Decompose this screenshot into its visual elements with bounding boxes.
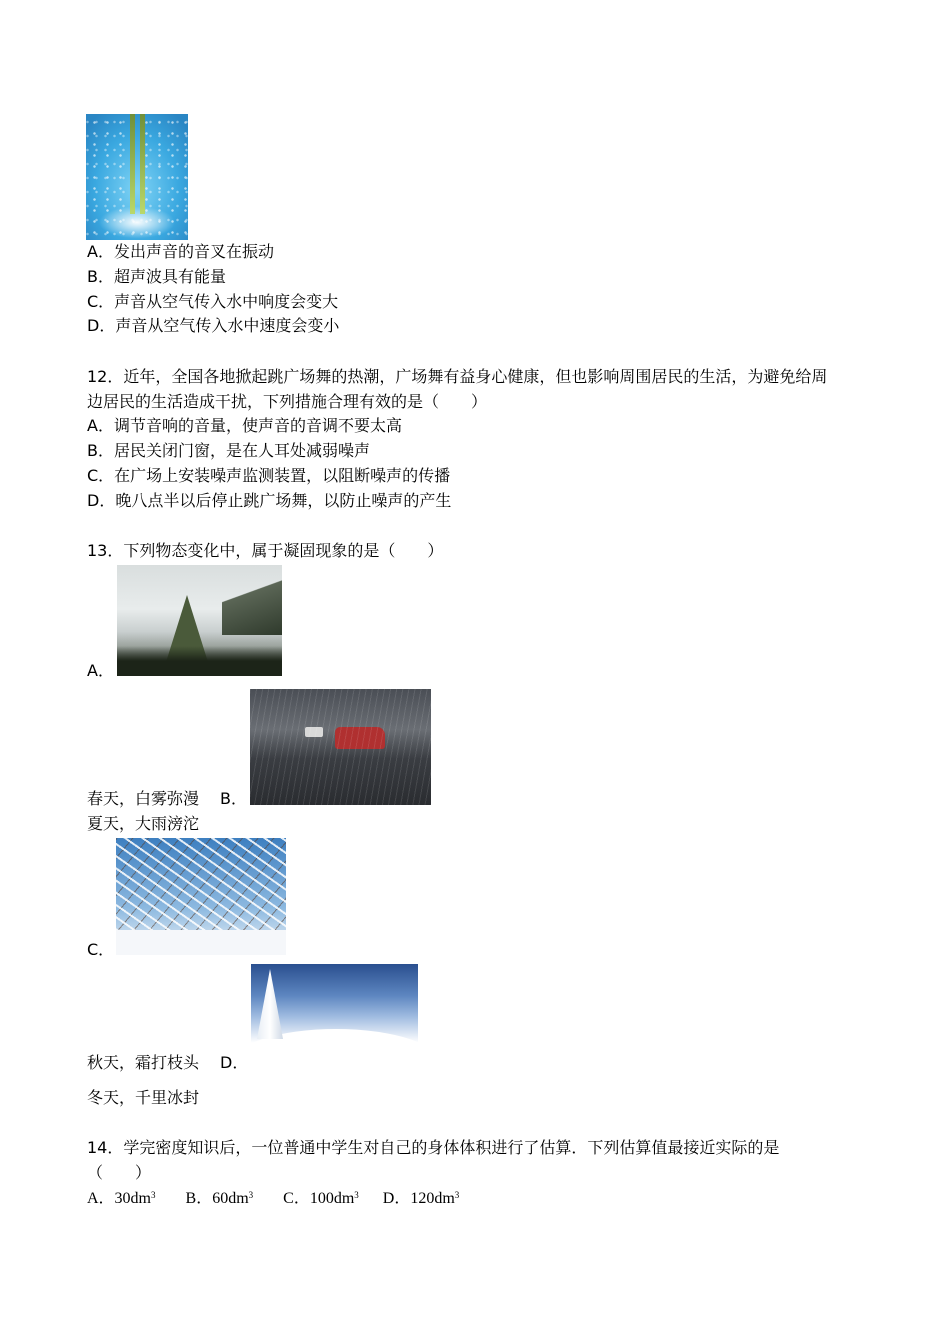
- q12-stem-line1: 12．近年，全国各地掀起跳广场舞的热潮，广场舞有益身心健康，但也影响周围居民的生活，为避免给周: [87, 367, 828, 386]
- q14-option-b: B．$60dm^3$: [185, 1190, 254, 1207]
- q11-option-c: C．声音从空气传入水中响度会变大: [87, 292, 339, 311]
- q12-stem-line2: 边居民的生活造成干扰，下列措施合理有效的是（ ）: [87, 392, 488, 411]
- q12-option-d: D．晚八点半以后停止跳广场舞，以防止噪声的产生: [87, 491, 452, 510]
- heavy-rain-road-image: [250, 689, 431, 805]
- q11-option-b: B．超声波具有能量: [87, 267, 226, 286]
- q14-stem-line2: （ ）: [87, 1163, 152, 1182]
- q14-option-d: D．$120dm^3$: [382, 1190, 460, 1207]
- q11-option-d: D．声音从空气传入水中速度会变小: [87, 316, 340, 335]
- q13-caption-d: 冬天，千里冰封: [87, 1088, 200, 1107]
- foggy-mountain-image: [117, 565, 282, 676]
- q13-caption-a: 春天，白雾弥漫: [87, 789, 200, 808]
- q13-label-c: C．: [87, 940, 115, 959]
- q12-option-b: B．居民关闭门窗，是在人耳处减弱噪声: [87, 441, 370, 460]
- q13-caption-b: 夏天，大雨滂沱: [87, 814, 200, 833]
- tuning-fork-water-image: [86, 114, 188, 240]
- frosted-branches-image: [116, 838, 286, 955]
- q12-option-c: C．在广场上安装噪声监测装置，以阻断噪声的传播: [87, 466, 451, 485]
- q13-label-b: B．: [220, 789, 247, 808]
- q13-label-a: A．: [87, 661, 114, 680]
- q13-label-d: D．: [220, 1053, 249, 1072]
- snow-landscape-image: [251, 964, 418, 1069]
- q14-options: [87, 1189, 459, 1209]
- q12-option-a: A．调节音响的音量，使声音的音调不要太高: [87, 416, 402, 435]
- q14-stem-line1: 14．学完密度知识后，一位普通中学生对自己的身体体积进行了估算．下列估算值最接近实际的是: [87, 1138, 780, 1157]
- q14-option-a: A．$30dm^3$: [87, 1190, 156, 1207]
- q14-option-c: C．$100dm^3$: [283, 1190, 359, 1207]
- q11-option-a: A．发出声音的音叉在振动: [87, 242, 274, 261]
- q13-caption-c: 秋天，霜打枝头: [87, 1053, 200, 1072]
- q13-stem: 13．下列物态变化中，属于凝固现象的是（ ）: [87, 541, 444, 560]
